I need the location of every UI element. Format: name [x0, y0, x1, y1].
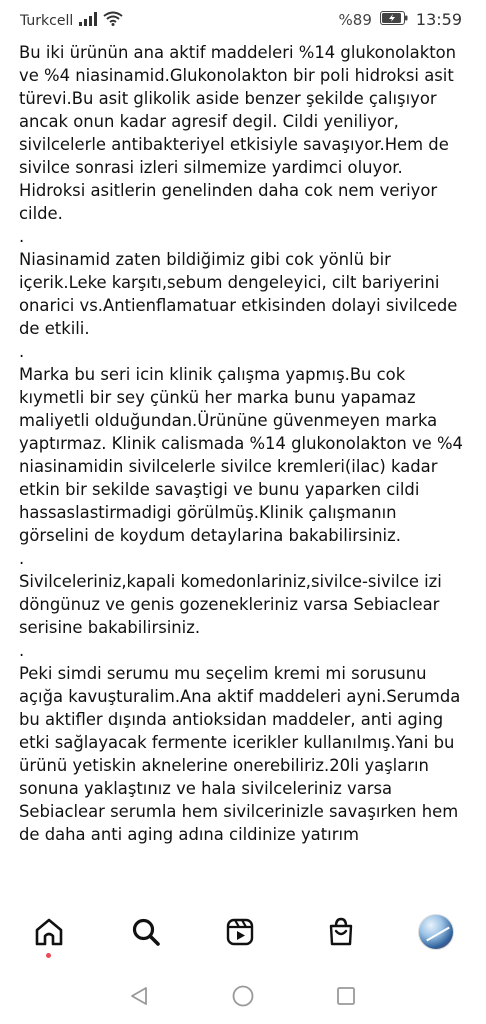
system-home-button[interactable] [230, 983, 256, 1009]
notification-dot [46, 953, 51, 958]
nav-home-button[interactable] [31, 914, 67, 950]
bottom-navigation [0, 898, 486, 970]
caption-separator: . [19, 549, 25, 568]
recents-button[interactable] [333, 983, 359, 1009]
caption-paragraph: Sivilceleriniz,kapali komedonlariniz,sivilce-sivilce izi döngünuz ve genis gozenekleriniz varsa Sebiaclear serisine bakabilirsiniz. [19, 572, 442, 637]
shopping-bag-icon [325, 916, 357, 948]
battery-percentage: %89 [338, 10, 372, 29]
home-circle-icon [231, 984, 255, 1008]
nav-reels-button[interactable] [222, 914, 258, 950]
caption-separator: . [19, 227, 25, 246]
back-button[interactable] [126, 983, 152, 1009]
nav-search-button[interactable] [128, 914, 164, 950]
avatar [418, 914, 454, 950]
search-icon [130, 916, 162, 948]
carrier-name: Turkcell [20, 12, 74, 29]
signal-icon [79, 12, 97, 30]
caption-separator: . [19, 641, 25, 660]
post-caption [19, 41, 471, 898]
battery-icon [380, 11, 408, 29]
system-navigation-bar [0, 970, 486, 1024]
caption-paragraph: Marka bu seri icin klinik çalışma yapmış.Bu cok kıymetli bir sey çünkü her marka bunu yapamaz maliyetli olduğundan.Ürününe güvenmeyen marka yaptırmaz. Klinik calismada %14 glukonolakton ve %4 niasinamidin sivilcelerle sivilce kremleri(ilac) kadar etkin bir sekilde savaştigi ve bunu yaparken cildi hassaslastirmadigi görülmüş.Klinik çalışmanın görselini de koydum detaylarina bakabilirsiniz. [19, 365, 463, 545]
status-left [20, 11, 123, 30]
status-clock: 13:59 [415, 10, 462, 29]
nav-shop-button[interactable] [323, 914, 359, 950]
caption-separator: . [19, 342, 25, 361]
nav-profile-button[interactable] [418, 914, 454, 950]
back-icon [128, 985, 150, 1007]
wifi-icon [103, 11, 123, 30]
reels-icon [224, 916, 256, 948]
status-bar [0, 0, 486, 40]
caption-paragraph: Bu iki ürünün ana aktif maddeleri %14 glukonolakton ve %4 niasinamid.Glukonolakton bir poli hidroksi asit türevi.Bu asit glikolik aside benzer şekilde çalışıyor ancak onun kadar agresif degil. Cildi yeniliyor, sivilcelerle antibakteriyel etkisiyle savaşıyor.Hem de sivilce sonrasi izleri silmemize yardimci oluyor. Hidroksi asitlerin genelinden daha cok nem veriyor cilde. [19, 43, 457, 223]
caption-paragraph: Peki simdi serumu mu seçelim kremi mi sorusunu açığa kavuşturalim.Ana aktif maddeleri ayni.Serumda bu aktifler dışında antioksidan maddeler, anti aging etki sağlayacak fermente icerikler kullanılmış.Yani bu ürünü yetiskin aknelerine onerebiliriz.20li yaşların sonuna yaklaştınız ve hala sivilceleriniz varsa Sebiaclear serumla hem sivilcerinizle savaşırken hem de daha anti aging adına cildinize yatırım [19, 664, 461, 844]
recents-icon [335, 985, 357, 1007]
home-icon [33, 916, 65, 948]
caption-paragraph: Niasinamid zaten bildiğimiz gibi cok yönlü bir içerik.Leke karşıtı,sebum dengeleyici, cilt bariyerini onarici vs.Antienflamatuar etkisinden dolayi sivilcede de etkili. [19, 250, 458, 338]
status-right [339, 10, 462, 29]
